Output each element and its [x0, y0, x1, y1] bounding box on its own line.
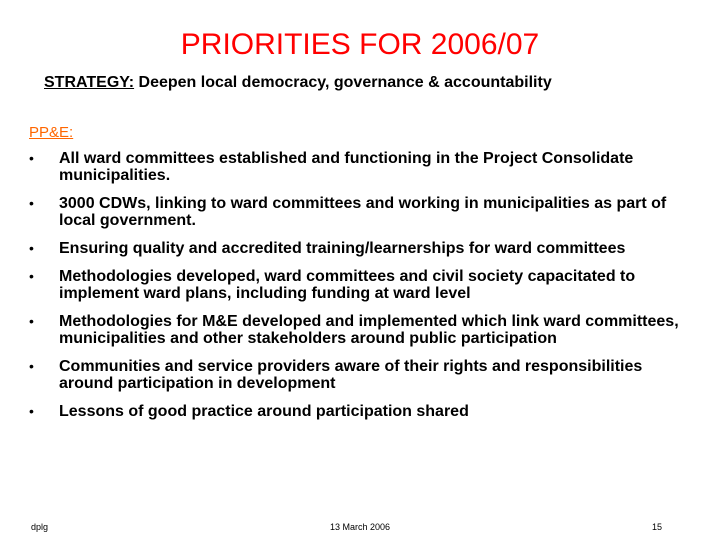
bullet-text: 3000 CDWs, linking to ward committees and working in municipalities as part of local government. [59, 195, 667, 229]
bullet-text: Methodologies developed, ward committees and civil society capacitated to implement ward plans, including funding at ward level [59, 268, 636, 302]
section-label: PP&E: [29, 124, 74, 141]
bullet-glyph: • [29, 240, 34, 256]
bullet-item [29, 403, 679, 420]
bullet-glyph: • [29, 313, 34, 329]
bullet-glyph: • [29, 403, 34, 419]
footer-organisation: dplg [31, 522, 49, 532]
bullet-text: Lessons of good practice around participation shared [59, 403, 469, 420]
bullet-item [29, 150, 679, 184]
bullet-list [29, 150, 679, 431]
bullet-glyph: • [29, 358, 34, 374]
slide-title: PRIORITIES FOR 2006/07 [180, 28, 540, 61]
bullet-glyph: • [29, 268, 34, 284]
bullet-item [29, 195, 679, 229]
strategy-label: STRATEGY: [44, 74, 135, 91]
bullet-text: Methodologies for M&E developed and implemented which link ward committees, municipalities and other stakeholders around public participation [59, 313, 679, 347]
bullet-item [29, 358, 679, 392]
strategy-text: Deepen local democracy, governance & accountability [138, 74, 552, 91]
footer-page-number: 15 [652, 522, 663, 532]
bullet-glyph: • [29, 195, 34, 211]
bullet-text: All ward committees established and functioning in the Project Consolidate municipalities. [59, 150, 634, 184]
strategy-line [44, 74, 552, 92]
footer-date: 13 March 2006 [329, 522, 391, 532]
bullet-glyph: • [29, 150, 34, 166]
bullet-item [29, 268, 679, 302]
bullet-item [29, 313, 679, 347]
bullet-item [29, 240, 679, 257]
bullet-text: Ensuring quality and accredited training/learnerships for ward committees [59, 240, 626, 257]
bullet-text: Communities and service providers aware of their rights and responsibilities around participation in development [59, 358, 643, 392]
